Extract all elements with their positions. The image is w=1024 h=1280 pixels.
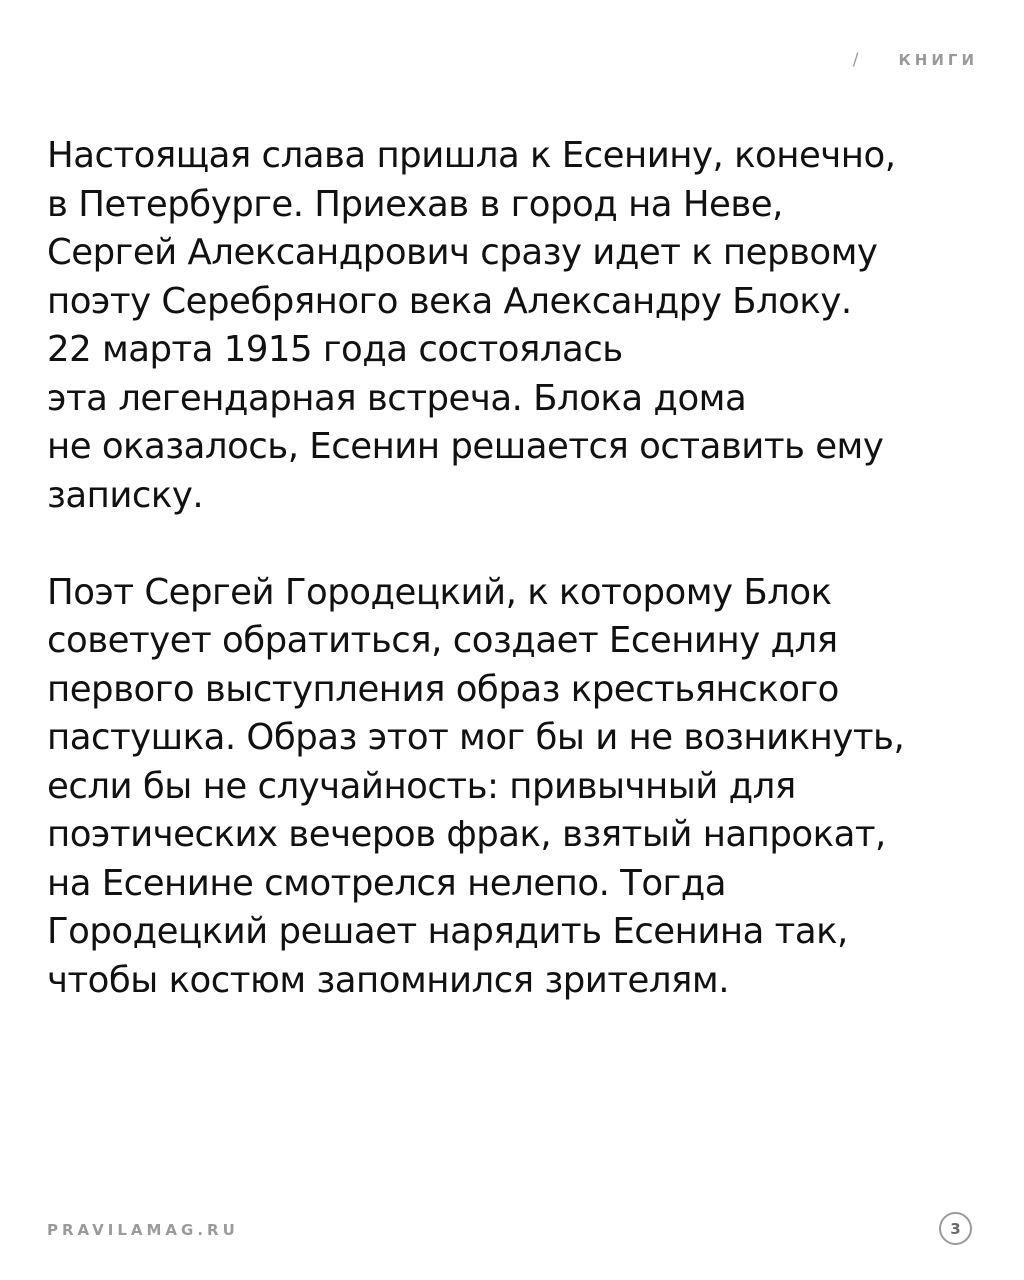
text-line: Настоящая слава пришла к Есенину, конечно, [47, 135, 896, 176]
page-number-badge: 3 [939, 1212, 972, 1245]
paragraph-2 [47, 569, 987, 1006]
text-line: поэту Серебряного века Александру Блоку. [47, 280, 852, 322]
site-name: PRAVILAMAG.RU [47, 1221, 239, 1239]
section-label: КНИГИ [898, 51, 978, 69]
text-line: 22 марта 1915 года состоялась [47, 329, 623, 370]
text-line: записку. [47, 474, 204, 516]
paragraph-1 [47, 132, 987, 520]
text-line: на Есенине смотрелся нелепо. Тогда [47, 862, 727, 904]
text-line: поэтических вечеров фрак, взятый напрокат, [47, 814, 886, 855]
article-body [47, 132, 987, 1005]
text-line: пастушка. Образ этот мог бы и не возникнуть, [47, 717, 905, 758]
section-header [853, 50, 978, 70]
text-line: чтобы костюм запомнился зрителям. [47, 959, 729, 1001]
text-line: Поэт Сергей Городецкий, к которому Блок [47, 571, 832, 613]
text-line: Городецкий решает нарядить Есенина так, [47, 911, 848, 952]
text-line: Сергей Александрович сразу идет к первому [47, 232, 878, 273]
text-line: советует обратиться, создает Есенину для [47, 620, 838, 661]
text-line: в Петербурге. Приехав в город на Неве, [47, 183, 783, 225]
text-line: эта легендарная встреча. Блока дома [47, 377, 747, 419]
header-separator: / [852, 50, 859, 70]
text-line: первого выступления образ крестьянского [47, 668, 839, 710]
text-line: если бы не случайность: привычный для [47, 765, 796, 807]
text-line: не оказалось, Есенин решается оставить ему [47, 426, 884, 467]
